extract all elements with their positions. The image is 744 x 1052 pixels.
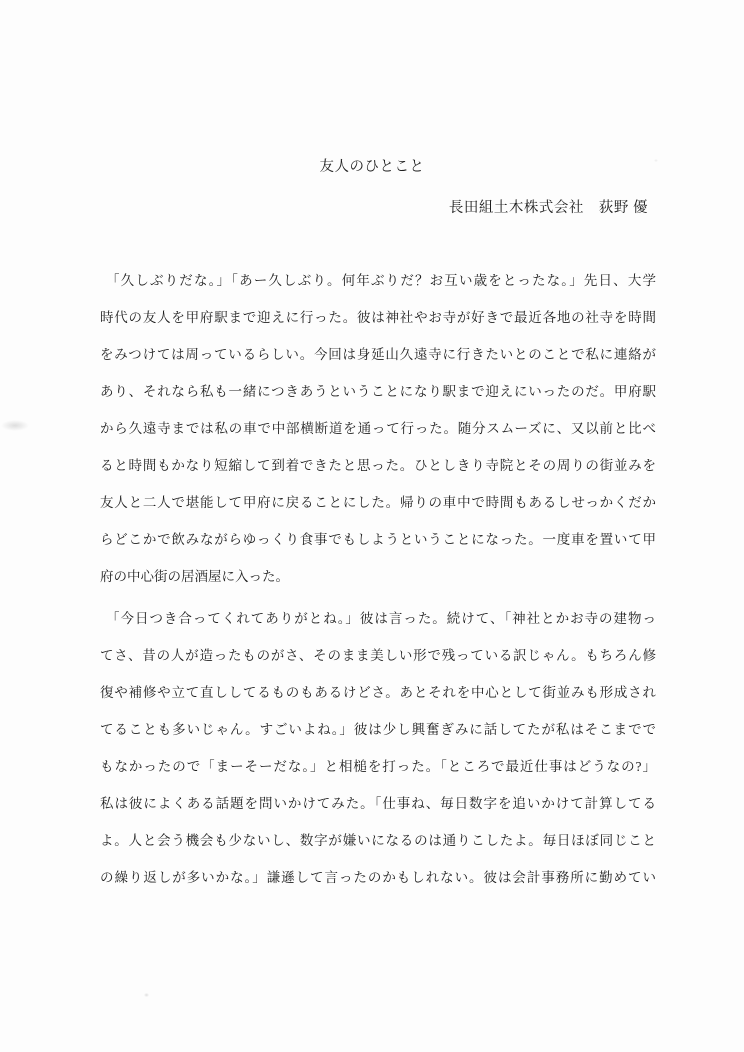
scan-speck-artifact: [654, 159, 658, 162]
text-line: らどこかで飲みながらゆっくり食事でもしようということになった。一度車を置いて甲: [100, 532, 656, 547]
text-line: から久遠寺までは私の車で中部横断道を通って行った。随分スムーズに、又以前と比べ: [100, 421, 656, 436]
text-line: てさ、昔の人が造ったものがさ、そのまま美しい形で残っている訳じゃん。もちろん修: [100, 648, 656, 663]
text-line: あり、それなら私も一緒につきあうということになり駅まで迎えにいったのだ。甲府駅: [100, 384, 656, 399]
text-line: 府の中心街の居酒屋に入った。: [100, 569, 289, 584]
paragraph-1: [100, 262, 656, 595]
author-byline: 長田組土木株式会社 荻野 優: [448, 200, 648, 216]
text-line: 私は彼によくある話題を問いかけてみた。「仕事ね、毎日数字を追いかけて計算してる: [100, 796, 656, 811]
text-line: 復や補修や立て直ししてるものもあるけどさ。あとそれを中心として街並みも形成され: [100, 685, 656, 700]
paragraph-2: [100, 600, 656, 896]
document-title: 友人のひとこと: [319, 159, 425, 175]
text-line: の繰り返しが多いかな。」謙遜して言ったのかもしれない。彼は会計事務所に勤めてい: [100, 870, 656, 885]
text-line: 時代の友人を甲府駅まで迎えに行った。彼は神社やお寺が好きで最近各地の社寺を時間: [100, 310, 656, 325]
text-line: をみつけては周っているらしい。今回は身延山久遠寺に行きたいとのことで私に連絡が: [100, 347, 656, 362]
text-line: 「今日つき合ってくれてありがとね。」彼は言った。続けて、「神社とかお寺の建物っ: [106, 611, 656, 626]
body-text: [100, 262, 656, 896]
scan-speck-artifact: [144, 993, 149, 997]
text-line: 友人と二人で堪能して甲府に戻ることにした。帰りの車中で時間もあるしせっかくだか: [100, 495, 656, 510]
text-line: 「久しぶりだな。」「あー久しぶり。何年ぶりだ？お互い歳をとったな。」先日、大学: [106, 273, 656, 288]
text-line: よ。人と会う機会も少ないし、数字が嫌いになるのは通りこしたよ。毎日ほぼ同じこと: [100, 833, 656, 848]
text-line: ると時間もかなり短縮して到着できたと思った。ひとしきり寺院とその周りの街並みを: [100, 458, 656, 473]
scan-smudge-artifact: [1, 420, 29, 431]
text-line: もなかったので「まーそーだな。」と相槌を打った。「ところで最近仕事はどうなの?」: [100, 759, 656, 774]
text-line: てることも多いじゃん。すごいよね。」彼は少し興奮ぎみに話してたが私はそこまでで: [100, 722, 656, 737]
